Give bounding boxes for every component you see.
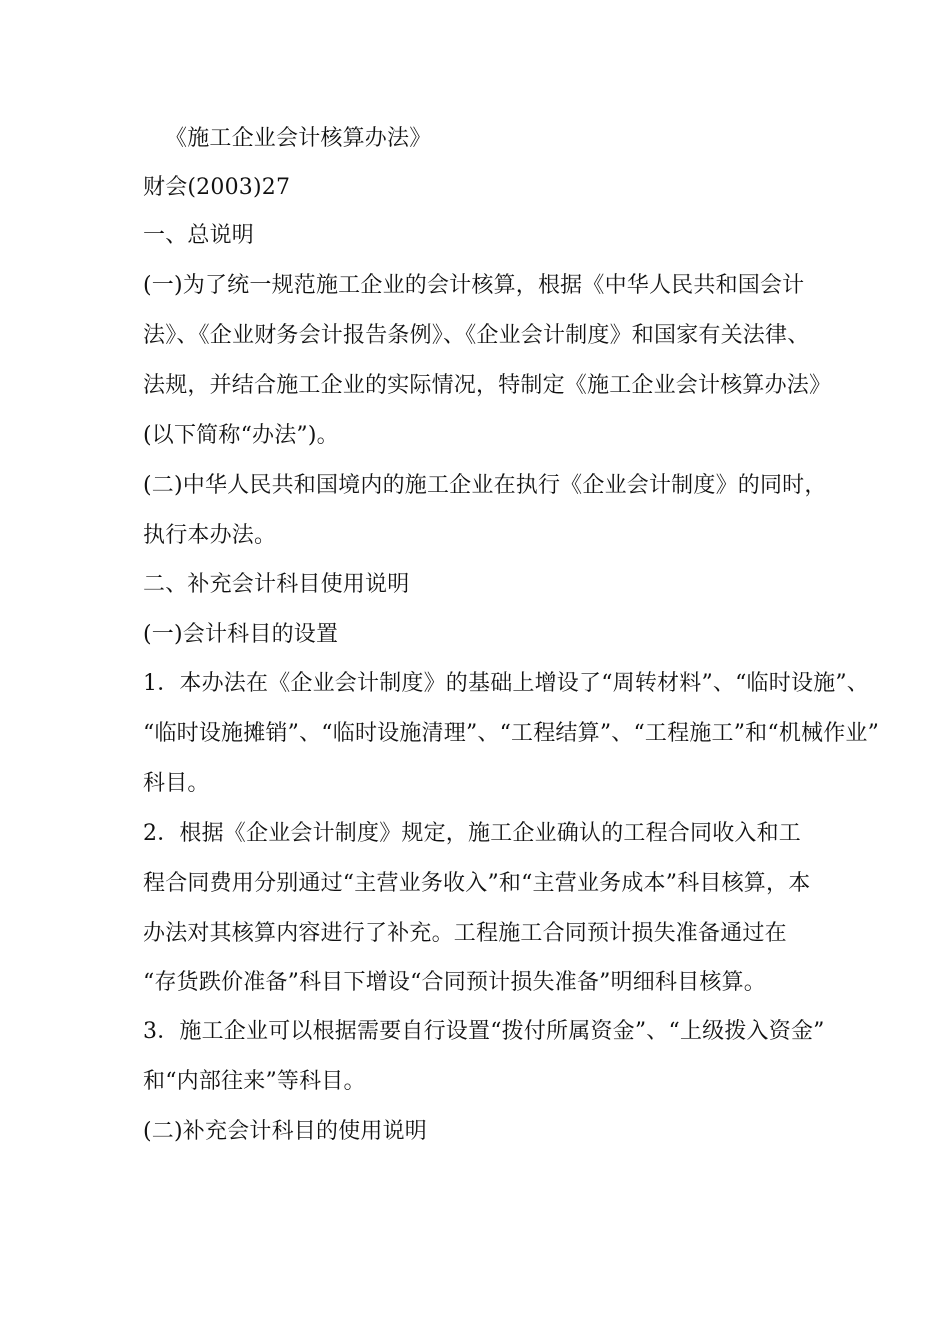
section-heading: 一、总说明 [143,223,255,248]
paragraph-line: 1．本办法在《企业会计制度》的基础上增设了“周转材料”、“临时设施”、 [143,671,869,696]
paragraph-line: 程合同费用分别通过“主营业务收入”和“主营业务成本”科目核算，本 [143,871,811,896]
paragraph-line: 法规，并结合施工企业的实际情况，特制定《施工企业会计核算办法》 [143,373,832,398]
paragraph-line: “临时设施摊销”、“临时设施清理”、“工程结算”、“工程施工”和“机械作业” [143,721,880,746]
paragraph-line: 法》、《企业财务会计报告条例》、《企业会计制度》和国家有关法律、 [143,323,810,348]
paragraph-line: 科目。 [143,771,210,796]
document-number: 财会(2003)27 [143,175,291,200]
paragraph-line: (以下简称“办法”)。 [143,423,339,448]
paragraph-line: (二)中华人民共和国境内的施工企业在执行《企业会计制度》的同时， [143,473,827,498]
paragraph-line: 办法对其核算内容进行了补充。工程施工合同预计损失准备通过在 [143,921,787,946]
paragraph-line: (一)为了统一规范施工企业的会计核算，根据《中华人民共和国会计 [143,273,805,298]
paragraph-line: “存货跌价准备”科目下增设“合同预计损失准备”明细科目核算。 [143,970,766,995]
section-heading: 二、补充会计科目使用说明 [143,572,410,597]
paragraph-line: 和“内部往来”等科目。 [143,1069,366,1094]
paragraph-line: 3．施工企业可以根据需要自行设置“拨付所属资金”、“上级拨入资金” [143,1019,825,1044]
subsection-heading: (二)补充会计科目的使用说明 [143,1119,427,1144]
paragraph-line: 2．根据《企业会计制度》规定，施工企业确认的工程合同收入和工 [143,821,801,846]
subsection-heading: (一)会计科目的设置 [143,622,339,647]
document-title: 《施工企业会计核算办法》 [165,126,432,151]
paragraph-line: 执行本办法。 [143,523,277,548]
